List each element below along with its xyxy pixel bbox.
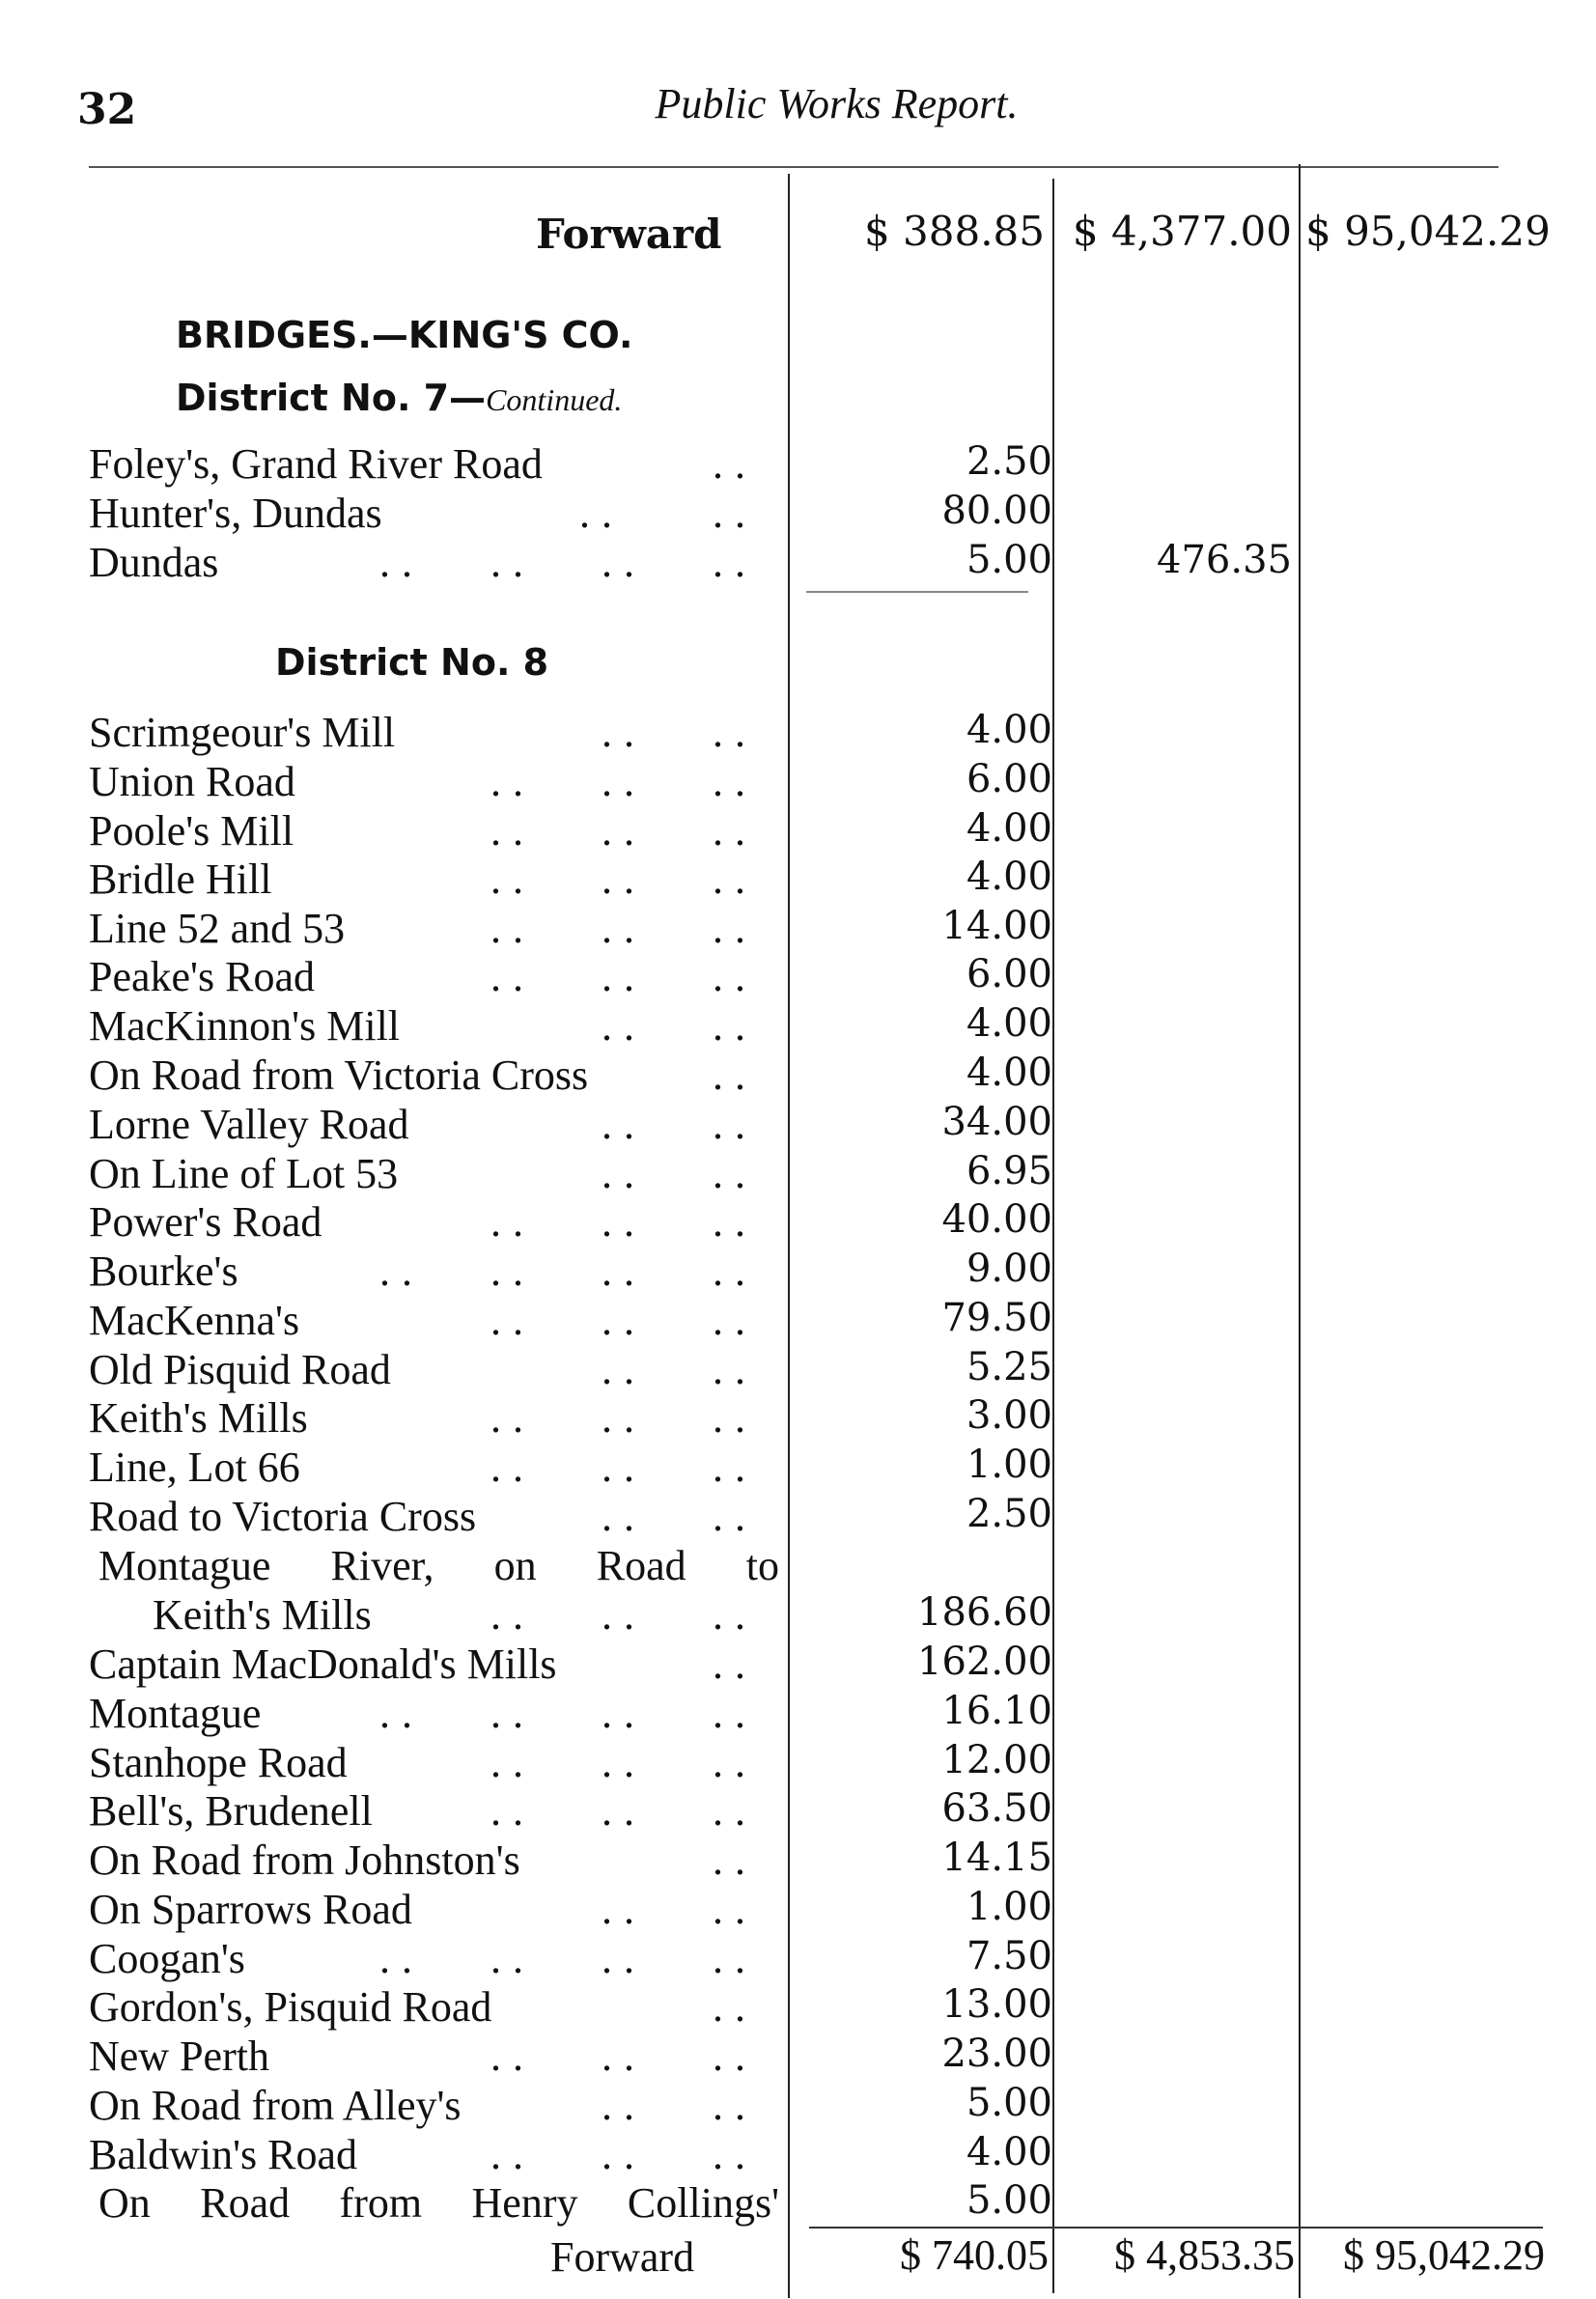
list-item: Coogan's .. .. .. .. (89, 1935, 757, 1982)
item-amount: 4.00 (966, 1001, 1052, 1046)
item-amount: 2.50 (966, 1492, 1052, 1536)
item-amount: 9.00 (966, 1247, 1052, 1291)
list-item-wrap-line2: Keith's Mills .. .. .. (153, 1591, 757, 1639)
item-amount: 5.00 (966, 2178, 1052, 2223)
forward-top-col3: $ 95,042.29 (1305, 208, 1551, 255)
item-amount: 14.00 (941, 904, 1052, 948)
forward-bottom-rule (809, 2227, 1543, 2229)
list-item: MacKinnon's Mill .. .. (89, 1002, 757, 1050)
list-item: Poole's Mill .. .. .. (89, 807, 757, 855)
list-item: MacKenna's .. .. .. (89, 1297, 757, 1344)
item-amount: 80.00 (941, 489, 1052, 533)
list-item: On Road from Johnston's .. (89, 1836, 757, 1884)
list-item: On Line of Lot 53 .. .. (89, 1150, 757, 1197)
item-amount: 1.00 (966, 1885, 1052, 1929)
list-item: Baldwin's Road .. .. .. (89, 2131, 757, 2178)
item-amount: 6.95 (966, 1149, 1052, 1193)
list-item: Foley's, Grand River Road .. (89, 440, 757, 488)
item-amount: 79.50 (941, 1296, 1052, 1340)
section-title: BRIDGES.—KING'S CO. (176, 314, 633, 356)
list-item: Hunter's, Dundas .. .. (89, 490, 757, 537)
item-amount: 6.00 (966, 952, 1052, 996)
forward-label-top: Forward (536, 210, 722, 258)
district-7-heading (176, 377, 622, 419)
item-amount: 4.00 (966, 708, 1052, 752)
item-amount: 3.00 (966, 1393, 1052, 1438)
district-7-rule (806, 591, 1028, 593)
list-item: Gordon's, Pisquid Road .. (89, 1983, 757, 2031)
list-item: Stanhope Road .. .. .. (89, 1739, 757, 1786)
list-item: Montague .. .. .. .. (89, 1690, 757, 1737)
list-item: Line, Lot 66 .. .. .. (89, 1444, 757, 1491)
item-amount: 4.00 (966, 855, 1052, 899)
list-item: Line 52 and 53 .. .. .. (89, 905, 757, 952)
item-amount: 2.50 (966, 439, 1052, 484)
list-item: On Sparrows Road .. .. (89, 1886, 757, 1933)
item-amount: 7.50 (966, 1934, 1052, 1978)
item-amount: 23.00 (941, 2032, 1052, 2076)
item-amount: 4.00 (966, 2130, 1052, 2174)
item-amount: 4.00 (966, 1051, 1052, 1095)
list-item: Bourke's .. .. .. .. (89, 1248, 757, 1295)
header-rule (89, 166, 1498, 168)
forward-bottom-col2: $ 4,853.35 (1114, 2231, 1295, 2279)
list-item: Peake's Road .. .. .. (89, 953, 757, 1000)
forward-label-bottom: Forward (550, 2233, 695, 2281)
list-item: Dundas .. .. .. .. (89, 539, 757, 586)
forward-top-col1: $ 388.85 (863, 208, 1045, 255)
list-item: Lorne Valley Road .. .. (89, 1101, 757, 1148)
list-item-last: On Road from Henry Collings' (98, 2179, 779, 2227)
list-item-wrap-line1: Montague River, on Road to (98, 1542, 779, 1589)
item-amount: 13.00 (941, 1982, 1052, 2027)
column-rule-subtotal (1299, 164, 1301, 2298)
forward-bottom-col3: $ 95,042.29 (1343, 2231, 1545, 2279)
forward-top-col2: $ 4,377.00 (1072, 208, 1292, 255)
item-amount: 34.00 (941, 1100, 1052, 1144)
item-amount: 14.15 (941, 1836, 1052, 1880)
district-7-subtotal: 476.35 (1157, 538, 1292, 582)
district-7-continued: Continued. (486, 382, 623, 417)
page-number: 32 (77, 85, 137, 134)
district-8-heading: District No. 8 (275, 641, 549, 684)
list-item: On Road from Alley's .. .. (89, 2082, 757, 2129)
list-item: Union Road .. .. .. (89, 758, 757, 805)
item-amount: 12.00 (941, 1738, 1052, 1782)
item-amount: 16.10 (941, 1689, 1052, 1733)
list-item: Captain MacDonald's Mills .. (89, 1640, 757, 1688)
list-item: Road to Victoria Cross .. .. (89, 1493, 757, 1540)
list-item: Keith's Mills .. .. .. (89, 1394, 757, 1442)
item-amount: 5.00 (966, 2081, 1052, 2125)
running-title: Public Works Report. (655, 80, 1019, 127)
item-amount: 162.00 (917, 1640, 1052, 1684)
list-item: Bell's, Brudenell .. .. .. (89, 1787, 757, 1835)
forward-bottom-col1: $ 740.05 (900, 2231, 1049, 2279)
list-item: Bridle Hill .. .. .. (89, 855, 757, 903)
list-item: Power's Road .. .. .. (89, 1198, 757, 1246)
item-amount: 40.00 (941, 1197, 1052, 1242)
item-amount: 1.00 (966, 1443, 1052, 1487)
item-amount: 4.00 (966, 806, 1052, 851)
column-rule-label (788, 174, 790, 2298)
list-item: Old Pisquid Road .. .. (89, 1346, 757, 1393)
list-item: Scrimgeour's Mill .. .. (89, 709, 757, 756)
item-amount: 63.50 (941, 1786, 1052, 1831)
item-amount: 6.00 (966, 757, 1052, 801)
item-amount: 5.00 (966, 538, 1052, 582)
list-item: On Road from Victoria Cross .. (89, 1051, 757, 1099)
item-amount: 5.25 (966, 1345, 1052, 1389)
list-item: New Perth .. .. .. (89, 2033, 757, 2080)
column-rule-amount (1052, 179, 1054, 2293)
district-7-label: District No. 7— (176, 377, 487, 419)
item-amount: 186.60 (917, 1590, 1052, 1635)
